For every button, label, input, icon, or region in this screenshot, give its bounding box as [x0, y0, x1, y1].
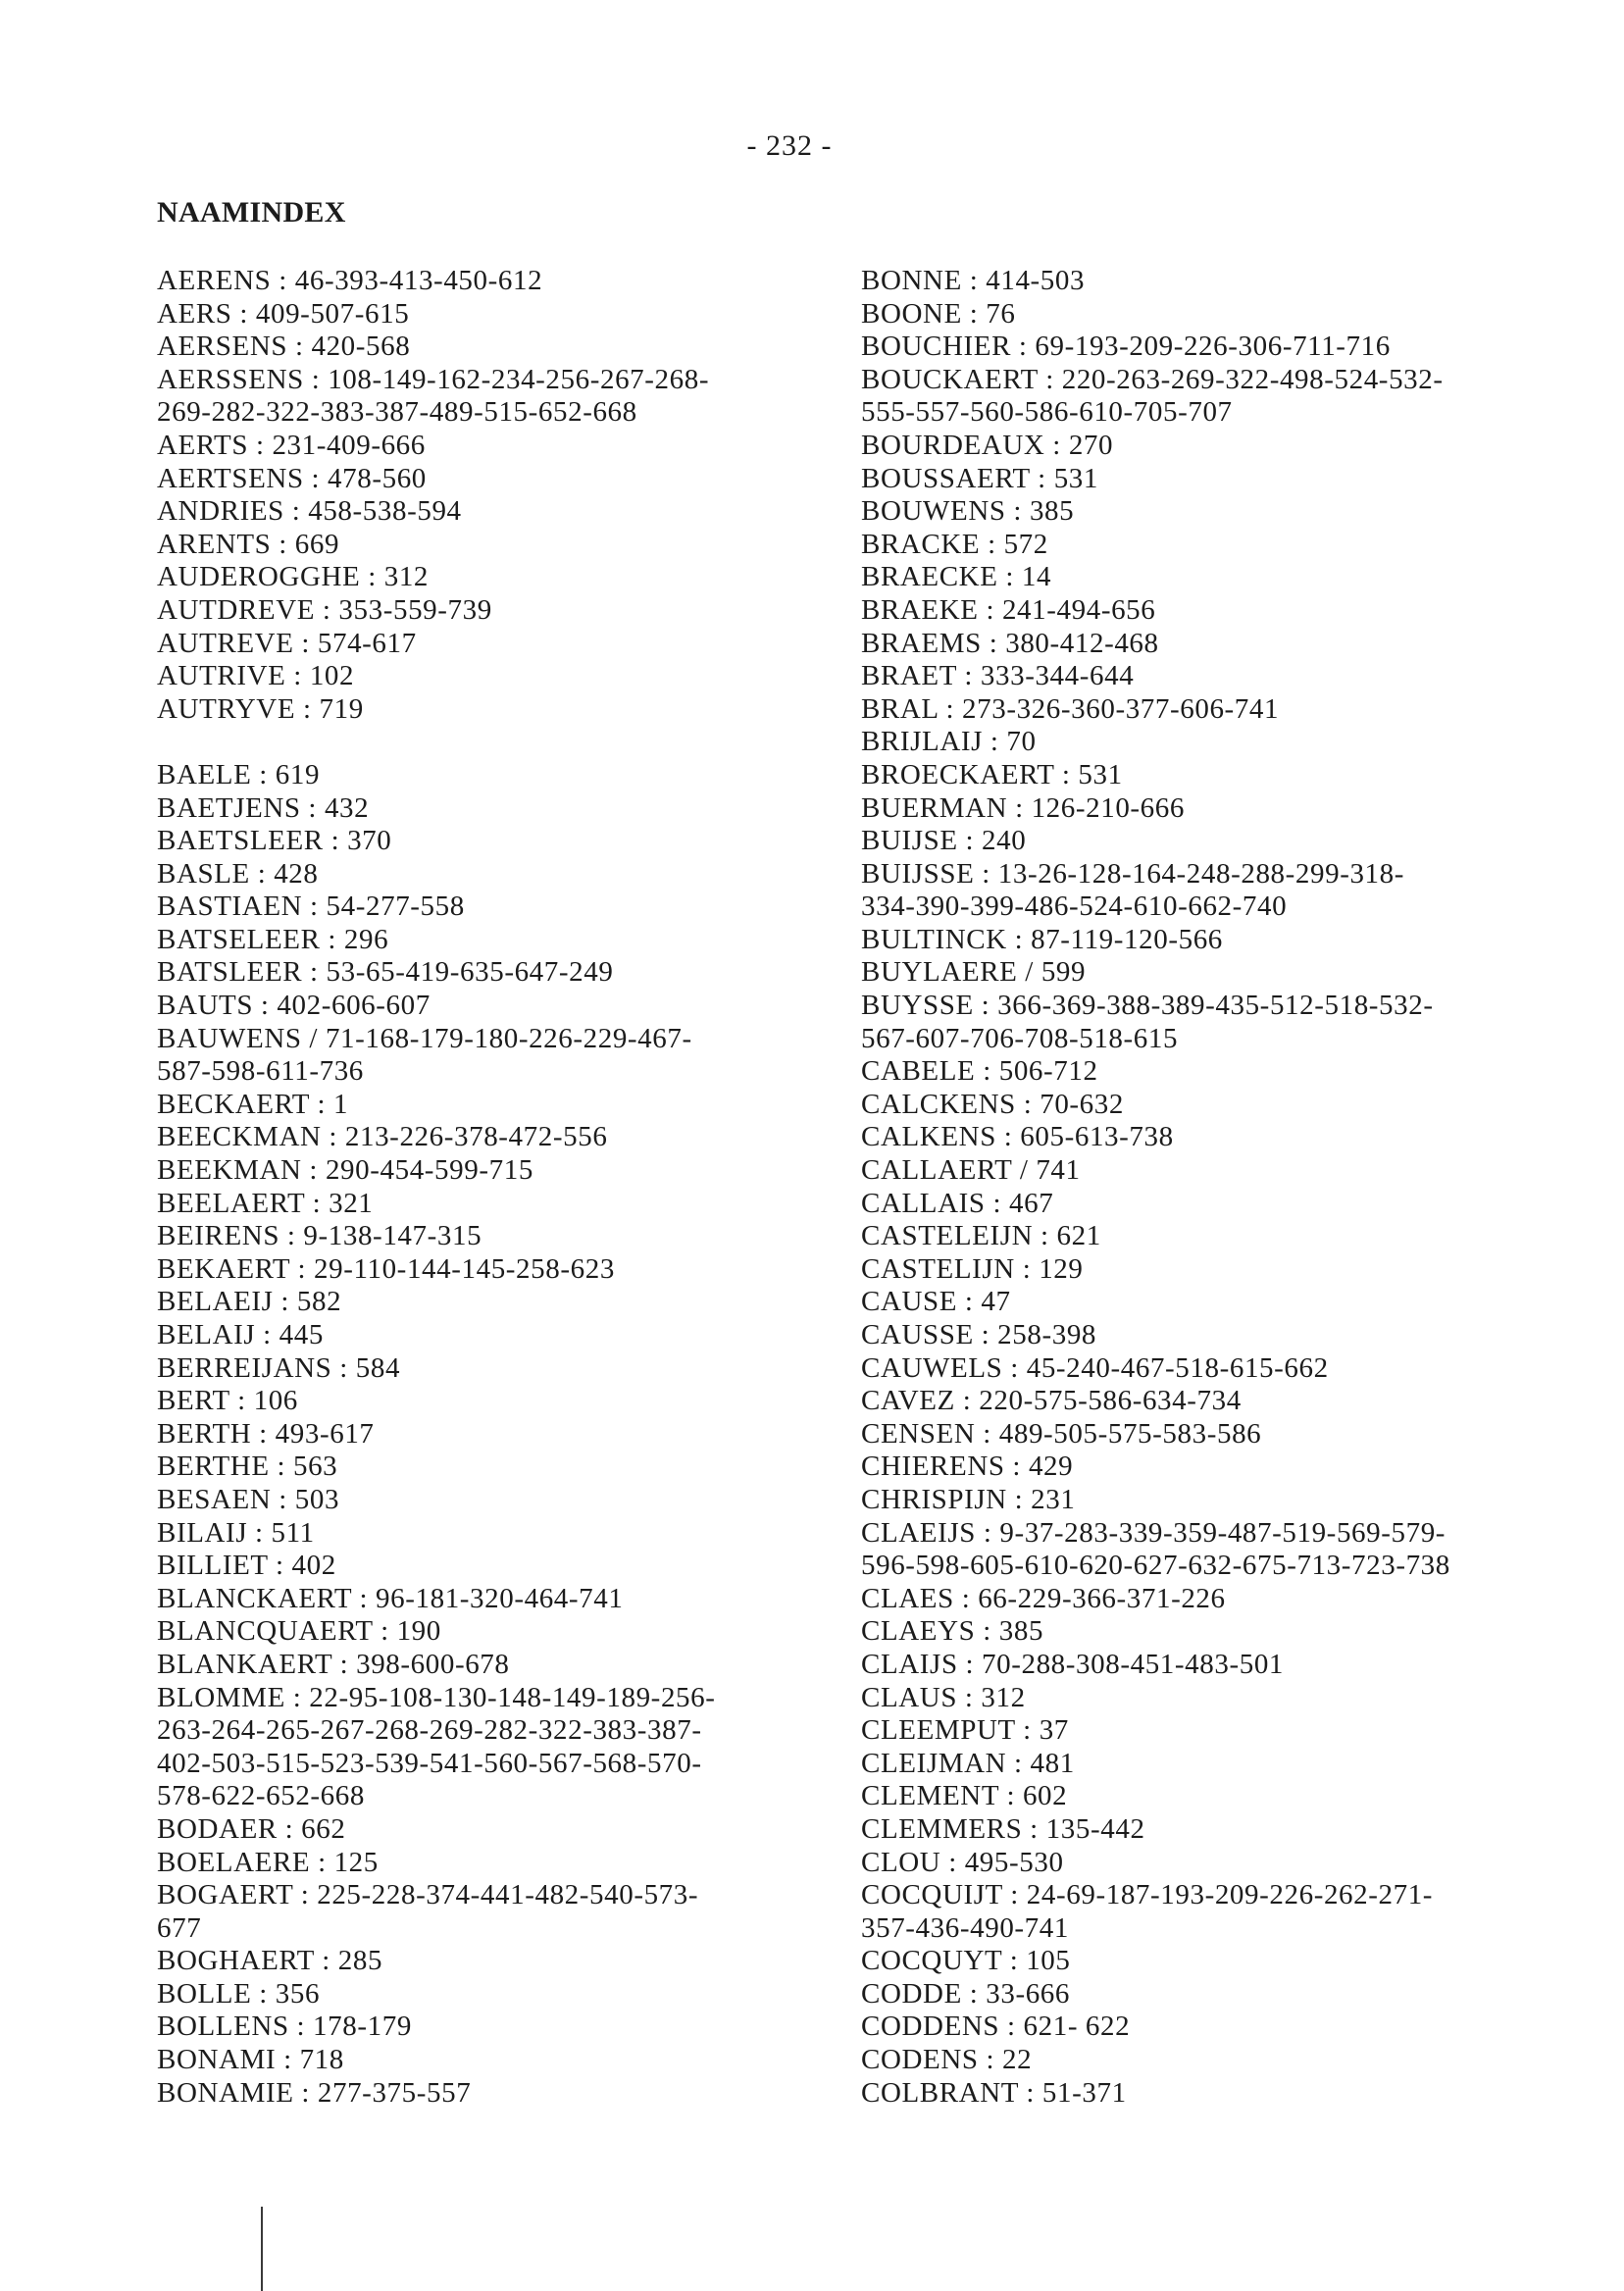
index-entry: BUYSSE : 366-369-388-389-435-512-518-532- [861, 990, 1434, 1022]
index-entry: BOUCKAERT : 220-263-269-322-498-524-532- [861, 363, 1444, 395]
index-entry: AERSSENS : 108-149-162-234-256-267-268- [157, 363, 710, 395]
index-entry: BERREIJANS : 584 [157, 1351, 401, 1384]
index-entry: BELAEIJ : 582 [157, 1286, 342, 1318]
index-entry: BOONE : 76 [861, 297, 1016, 330]
index-entry: CASTELEIJN : 621 [861, 1220, 1101, 1252]
index-entry: BERTH : 493-617 [157, 1417, 375, 1450]
index-entry: BRIJLAIJ : 70 [861, 726, 1037, 758]
index-entry: AERSENS : 420-568 [157, 331, 411, 363]
index-entry: BASTIAEN : 54-277-558 [157, 891, 465, 923]
index-entry: CLOU : 495-530 [861, 1846, 1064, 1878]
index-entry: CHIERENS : 429 [861, 1451, 1074, 1483]
index-entry: BOELAERE : 125 [157, 1846, 379, 1878]
index-entry: BOUWENS : 385 [861, 495, 1075, 528]
index-entry: BERTHE : 563 [157, 1451, 338, 1483]
index-entry: BILLIET : 402 [157, 1550, 336, 1582]
index-entry: BASLE : 428 [157, 857, 319, 890]
index-entry: CLEEMPUT : 37 [861, 1714, 1069, 1747]
index-entry: CLEMMERS : 135-442 [861, 1812, 1145, 1845]
index-entry: CLEMENT : 602 [861, 1780, 1068, 1812]
index-entry: BATSLEER : 53-65-419-635-647-249 [157, 956, 614, 989]
index-entry: CLAUS : 312 [861, 1681, 1026, 1713]
index-entry: CAUWELS : 45-240-467-518-615-662 [861, 1351, 1329, 1384]
index-entry: COLBRANT : 51-371 [861, 2076, 1127, 2109]
index-entry: AERTSENS : 478-560 [157, 462, 427, 494]
index-entry: AUTREVE : 574-617 [157, 627, 417, 659]
index-entry: BELAIJ : 445 [157, 1319, 324, 1350]
index-entry: CLEIJMAN : 481 [861, 1747, 1075, 1779]
index-entry: BONNE : 414-503 [861, 265, 1086, 296]
index-entry: BUERMAN : 126-210-666 [861, 791, 1185, 824]
index-entry: COCQUIJT : 24-69-187-193-209-226-262-271- [861, 1879, 1434, 1911]
index-entry: BATSELEER : 296 [157, 923, 389, 955]
index-entry: CLAEYS : 385 [861, 1615, 1044, 1648]
index-entry: 357-436-490-741 [861, 1911, 1069, 1944]
index-entry: AUDEROGGHE : 312 [157, 561, 430, 593]
index-entry: AERENS : 46-393-413-450-612 [157, 265, 543, 296]
index-entry: BAUTS : 402-606-607 [157, 990, 431, 1022]
index-entry: 578-622-652-668 [157, 1780, 365, 1812]
index-entry: BLANCQUAERT : 190 [157, 1615, 441, 1648]
index-entry: BULTINCK : 87-119-120-566 [861, 923, 1223, 955]
index-entry: BROECKAERT : 531 [861, 758, 1123, 790]
index-entry: ARENTS : 669 [157, 528, 340, 560]
index-entry: 677 [157, 1911, 202, 1944]
index-entry: COCQUYT : 105 [861, 1945, 1071, 1977]
index-entry: BEEKMAN : 290-454-599-715 [157, 1154, 533, 1187]
section-gap [157, 726, 834, 759]
index-entry: BLANKAERT : 398-600-678 [157, 1648, 510, 1680]
index-entry: AERTS : 231-409-666 [157, 429, 426, 461]
index-entry: BEECKMAN : 213-226-378-472-556 [157, 1121, 608, 1153]
index-entry: BOLLE : 356 [157, 1977, 321, 2010]
index-entry: 587-598-611-736 [157, 1055, 364, 1088]
index-entry: AUTDREVE : 353-559-739 [157, 593, 492, 626]
index-entry: BOUCHIER : 69-193-209-226-306-711-716 [861, 331, 1391, 363]
index-entry: 596-598-605-610-620-627-632-675-713-723-738 [861, 1550, 1450, 1582]
index-entry: BRAL : 273-326-360-377-606-741 [861, 692, 1280, 725]
page-title: NAAMINDEX [157, 196, 346, 229]
page-number: - 232 - [746, 129, 833, 162]
index-entry: CALCKENS : 70-632 [861, 1088, 1124, 1120]
index-entry: CALLAIS : 467 [861, 1187, 1054, 1219]
index-entry: BRAEMS : 380-412-468 [861, 627, 1159, 659]
index-entry: BERT : 106 [157, 1385, 298, 1417]
index-column-right [861, 265, 1587, 2110]
index-entry: BOLLENS : 178-179 [157, 2011, 412, 2043]
index-entry: BOURDEAUX : 270 [861, 429, 1114, 461]
index-entry: CLAES : 66-229-366-371-226 [861, 1582, 1226, 1614]
index-entry: BAETSLEER : 370 [157, 825, 392, 857]
index-entry: CASTELIJN : 129 [861, 1252, 1084, 1285]
index-entry: CLAEIJS : 9-37-283-339-359-487-519-569-579- [861, 1516, 1446, 1549]
index-entry: BLOMME : 22-95-108-130-148-149-189-256- [157, 1681, 716, 1713]
index-entry: CODDE : 33-666 [861, 1977, 1070, 2010]
index-entry: BUIJSSE : 13-26-128-164-248-288-299-318- [861, 857, 1405, 890]
index-entry: BAUWENS / 71-168-179-180-226-229-467- [157, 1022, 692, 1054]
index-entry: BUIJSE : 240 [861, 825, 1027, 857]
index-entry: BOGAERT : 225-228-374-441-482-540-573- [157, 1879, 699, 1911]
index-entry: CAUSE : 47 [861, 1286, 1011, 1318]
index-entry: BOUSSAERT : 531 [861, 462, 1098, 494]
index-entry: BUYLAERE / 599 [861, 956, 1087, 989]
index-entry: BONAMIE : 277-375-557 [157, 2076, 472, 2109]
index-column-left [157, 265, 834, 2110]
margin-line [261, 2207, 263, 2291]
index-entry: BEELAERT : 321 [157, 1187, 374, 1219]
index-entry: CALLAERT / 741 [861, 1154, 1081, 1187]
index-entry: BODAER : 662 [157, 1812, 346, 1845]
index-entry: BLANCKAERT : 96-181-320-464-741 [157, 1582, 624, 1614]
index-entry: CALKENS : 605-613-738 [861, 1121, 1174, 1153]
index-entry: BRAECKE : 14 [861, 561, 1052, 593]
index-entry: BRAEKE : 241-494-656 [861, 593, 1156, 626]
index-entry: CLAIJS : 70-288-308-451-483-501 [861, 1648, 1285, 1680]
index-entry: BRACKE : 572 [861, 528, 1048, 560]
index-entry: 263-264-265-267-268-269-282-322-383-387- [157, 1714, 702, 1747]
index-entry: 567-607-706-708-518-615 [861, 1022, 1179, 1054]
index-entry: BONAMI : 718 [157, 2044, 344, 2076]
index-entry: BECKAERT : 1 [157, 1088, 349, 1120]
index-entry: BEKAERT : 29-110-144-145-258-623 [157, 1252, 615, 1285]
index-entry: 555-557-560-586-610-705-707 [861, 396, 1233, 429]
index-entry: CAUSSE : 258-398 [861, 1319, 1097, 1350]
index-entry: 402-503-515-523-539-541-560-567-568-570- [157, 1747, 702, 1779]
index-entry: BESAEN : 503 [157, 1483, 340, 1515]
index-entry: CHRISPIJN : 231 [861, 1483, 1076, 1515]
index-entry: AERS : 409-507-615 [157, 297, 410, 330]
index-entry: CENSEN : 489-505-575-583-586 [861, 1417, 1262, 1450]
index-entry: CODDENS : 621- 622 [861, 2011, 1131, 2043]
index-entry: 269-282-322-383-387-489-515-652-668 [157, 396, 637, 429]
index-entry: BOGHAERT : 285 [157, 1945, 383, 1977]
index-entry: BEIRENS : 9-138-147-315 [157, 1220, 482, 1252]
index-entry: AUTRIVE : 102 [157, 660, 355, 692]
index-entry: BAELE : 619 [157, 758, 321, 790]
index-entry: ANDRIES : 458-538-594 [157, 495, 462, 528]
index-entry: AUTRYVE : 719 [157, 692, 364, 725]
index-entry: CAVEZ : 220-575-586-634-734 [861, 1385, 1242, 1417]
index-entry: BRAET : 333-344-644 [861, 660, 1135, 692]
index-entry: 334-390-399-486-524-610-662-740 [861, 891, 1288, 923]
index-entry: CODENS : 22 [861, 2044, 1033, 2076]
index-entry: BAETJENS : 432 [157, 791, 370, 824]
index-entry: BILAIJ : 511 [157, 1516, 315, 1549]
index-entry: CABELE : 506-712 [861, 1055, 1098, 1088]
